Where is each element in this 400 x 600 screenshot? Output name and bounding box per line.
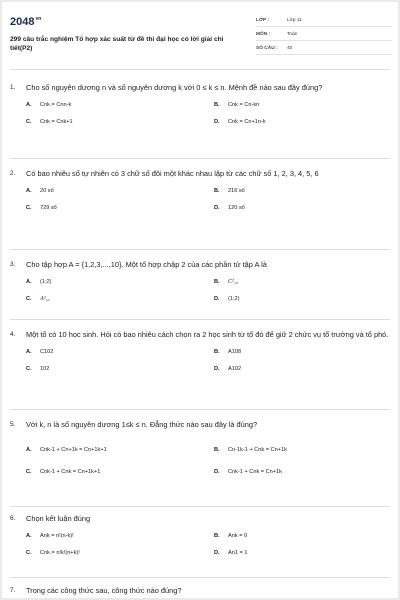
document-page bbox=[2, 2, 398, 598]
option-letter: A. bbox=[26, 349, 32, 355]
site-logo[interactable] bbox=[10, 16, 41, 28]
option-letter: C. bbox=[26, 550, 32, 556]
divider bbox=[10, 506, 390, 507]
option-d[interactable] bbox=[214, 366, 241, 372]
option-a[interactable] bbox=[26, 188, 54, 194]
option-a[interactable] bbox=[26, 447, 107, 453]
options bbox=[10, 349, 390, 373]
question-1 bbox=[10, 82, 390, 126]
option-letter: C. bbox=[26, 296, 32, 302]
logo-text: 2048 bbox=[10, 16, 35, 28]
options bbox=[10, 102, 390, 126]
option-text: 216 số bbox=[228, 188, 245, 194]
question-7 bbox=[10, 585, 390, 597]
option-text: (1;2) bbox=[40, 279, 52, 285]
option-b[interactable] bbox=[214, 279, 238, 285]
question-number: 2. bbox=[10, 170, 16, 177]
option-text: A²₁₀ bbox=[40, 296, 50, 302]
question-6 bbox=[10, 513, 390, 557]
option-d[interactable] bbox=[214, 550, 247, 556]
question-number: 1. bbox=[10, 84, 16, 91]
question-text: Cho số nguyên dương n và số nguyên dương k với 0 ≤ k ≤ n. Mệnh đề nào sau đây đúng? bbox=[26, 83, 323, 92]
option-letter: B. bbox=[214, 447, 220, 453]
document-title: 299 câu trắc nghiệm Tổ hợp xác suất từ đề thi đại học có lời giải chi tiết(P2) bbox=[10, 36, 224, 52]
option-letter: D. bbox=[214, 550, 220, 556]
option-letter: A. bbox=[26, 533, 32, 539]
meta-label: LỚP : bbox=[256, 18, 270, 23]
meta-value: 40 bbox=[287, 46, 293, 51]
question-text: Có bao nhiêu số tự nhiên có 3 chữ số đôi một khác nhau lập từ các chữ số 1, 2, 3, 4, 5, 6 bbox=[26, 169, 319, 178]
option-text: Cnk-1 + Cn+1k = Cn+1k+1 bbox=[40, 447, 107, 453]
option-text: Cnk = n!k!(n+k)! bbox=[40, 550, 80, 556]
options bbox=[10, 447, 390, 475]
option-letter: D. bbox=[214, 296, 220, 302]
option-text: (1;2) bbox=[228, 296, 240, 302]
option-text: Cnk = Cnk+1 bbox=[40, 119, 73, 125]
divider bbox=[10, 577, 390, 578]
question-number: 4. bbox=[10, 331, 16, 338]
question-text: Trong các công thức sau, công thức nào đúng? bbox=[26, 586, 182, 595]
option-text: Cnk-1 + Cnk = Cn+1k+1 bbox=[40, 469, 101, 475]
divider bbox=[10, 409, 390, 410]
option-text: 729 số bbox=[40, 205, 57, 211]
option-letter: C. bbox=[26, 119, 32, 125]
options bbox=[10, 533, 390, 557]
option-a[interactable] bbox=[26, 533, 74, 539]
logo-suffix: vn bbox=[35, 16, 42, 22]
option-c[interactable] bbox=[26, 366, 49, 372]
option-text: C²₁₀ bbox=[228, 279, 238, 285]
question-number: 5. bbox=[10, 421, 16, 428]
divider bbox=[10, 69, 390, 70]
option-d[interactable] bbox=[214, 296, 240, 302]
question-number: 6. bbox=[10, 515, 16, 522]
option-letter: D. bbox=[214, 366, 220, 372]
option-letter: B. bbox=[214, 279, 220, 285]
divider bbox=[10, 319, 390, 320]
option-letter: D. bbox=[214, 119, 220, 125]
option-b[interactable] bbox=[214, 102, 259, 108]
option-text: A102 bbox=[228, 366, 242, 372]
meta-subject bbox=[256, 29, 392, 41]
option-c[interactable] bbox=[26, 119, 73, 125]
option-text: C102 bbox=[40, 349, 54, 355]
option-text: Cn-1k-1 + Cnk = Cn+1k bbox=[228, 447, 287, 453]
meta-value: Toán bbox=[287, 32, 298, 37]
option-text: Ank = 0 bbox=[228, 533, 248, 539]
meta-question-count bbox=[256, 43, 392, 55]
option-letter: B. bbox=[214, 102, 220, 108]
option-letter: A. bbox=[26, 102, 32, 108]
meta-label: SỐ CÂU : bbox=[256, 46, 278, 51]
option-a[interactable] bbox=[26, 102, 71, 108]
meta-value: Lớp 11 bbox=[287, 18, 302, 23]
option-text: 120 số bbox=[228, 205, 245, 211]
question-text: Cho tập hợp A = {1,2,3,...,10}. Một tổ hợp chập 2 của các phần tử tập A là bbox=[26, 260, 267, 269]
option-a[interactable] bbox=[26, 279, 52, 285]
options bbox=[10, 188, 390, 212]
options bbox=[10, 279, 390, 303]
option-c[interactable] bbox=[26, 296, 50, 302]
option-a[interactable] bbox=[26, 349, 53, 355]
option-letter: B. bbox=[214, 188, 220, 194]
question-5 bbox=[10, 419, 390, 475]
document-meta bbox=[256, 15, 392, 57]
option-letter: A. bbox=[26, 279, 32, 285]
option-text: Ank = n!(n-k)! bbox=[40, 533, 74, 539]
option-text: Cnk-1 + Cnk = Cn+1k bbox=[228, 469, 282, 475]
option-b[interactable] bbox=[214, 349, 241, 355]
question-3 bbox=[10, 259, 390, 303]
document-header bbox=[2, 2, 398, 62]
divider bbox=[10, 249, 390, 250]
option-letter: D. bbox=[214, 205, 220, 211]
option-letter: D. bbox=[214, 469, 220, 475]
question-4 bbox=[10, 329, 390, 373]
option-letter: B. bbox=[214, 349, 220, 355]
option-text: Cnk = Cn+1n-k bbox=[228, 119, 266, 125]
option-c[interactable] bbox=[26, 205, 57, 211]
option-d[interactable] bbox=[214, 469, 282, 475]
option-text: A108 bbox=[228, 349, 242, 355]
option-letter: C. bbox=[26, 366, 32, 372]
meta-class bbox=[256, 15, 392, 27]
option-d[interactable] bbox=[214, 205, 245, 211]
meta-label: MÔN : bbox=[256, 32, 271, 37]
option-letter: B. bbox=[214, 533, 220, 539]
option-b[interactable] bbox=[214, 447, 287, 453]
divider bbox=[10, 158, 390, 159]
question-text: Với k, n là số nguyên dương 1≤k ≤ n. Đẳng thức nào sau đây là đúng? bbox=[26, 420, 258, 429]
option-b[interactable] bbox=[214, 188, 245, 194]
option-letter: C. bbox=[26, 469, 32, 475]
option-text: 20 số bbox=[40, 188, 54, 194]
option-text: Cnk = Cnn-k bbox=[40, 102, 72, 108]
question-number: 3. bbox=[10, 261, 16, 268]
question-2 bbox=[10, 168, 390, 212]
option-text: 102 bbox=[40, 366, 50, 372]
option-letter: A. bbox=[26, 188, 32, 194]
option-letter: A. bbox=[26, 447, 32, 453]
option-text: An1 = 1 bbox=[228, 550, 248, 556]
option-c[interactable] bbox=[26, 550, 80, 556]
question-text: Một tổ có 10 học sinh. Hỏi có bao nhiêu cách chọn ra 2 học sinh từ tổ đó để giữ 2 chức vụ tổ trưởng và tổ phó. bbox=[26, 330, 389, 339]
option-letter: C. bbox=[26, 205, 32, 211]
option-text: Cnk = Cn-kn bbox=[228, 102, 260, 108]
question-text: Chọn kết luận đúng bbox=[26, 514, 91, 523]
option-b[interactable] bbox=[214, 533, 247, 539]
question-number: 7. bbox=[10, 587, 16, 594]
option-c[interactable] bbox=[26, 469, 100, 475]
option-d[interactable] bbox=[214, 119, 266, 125]
